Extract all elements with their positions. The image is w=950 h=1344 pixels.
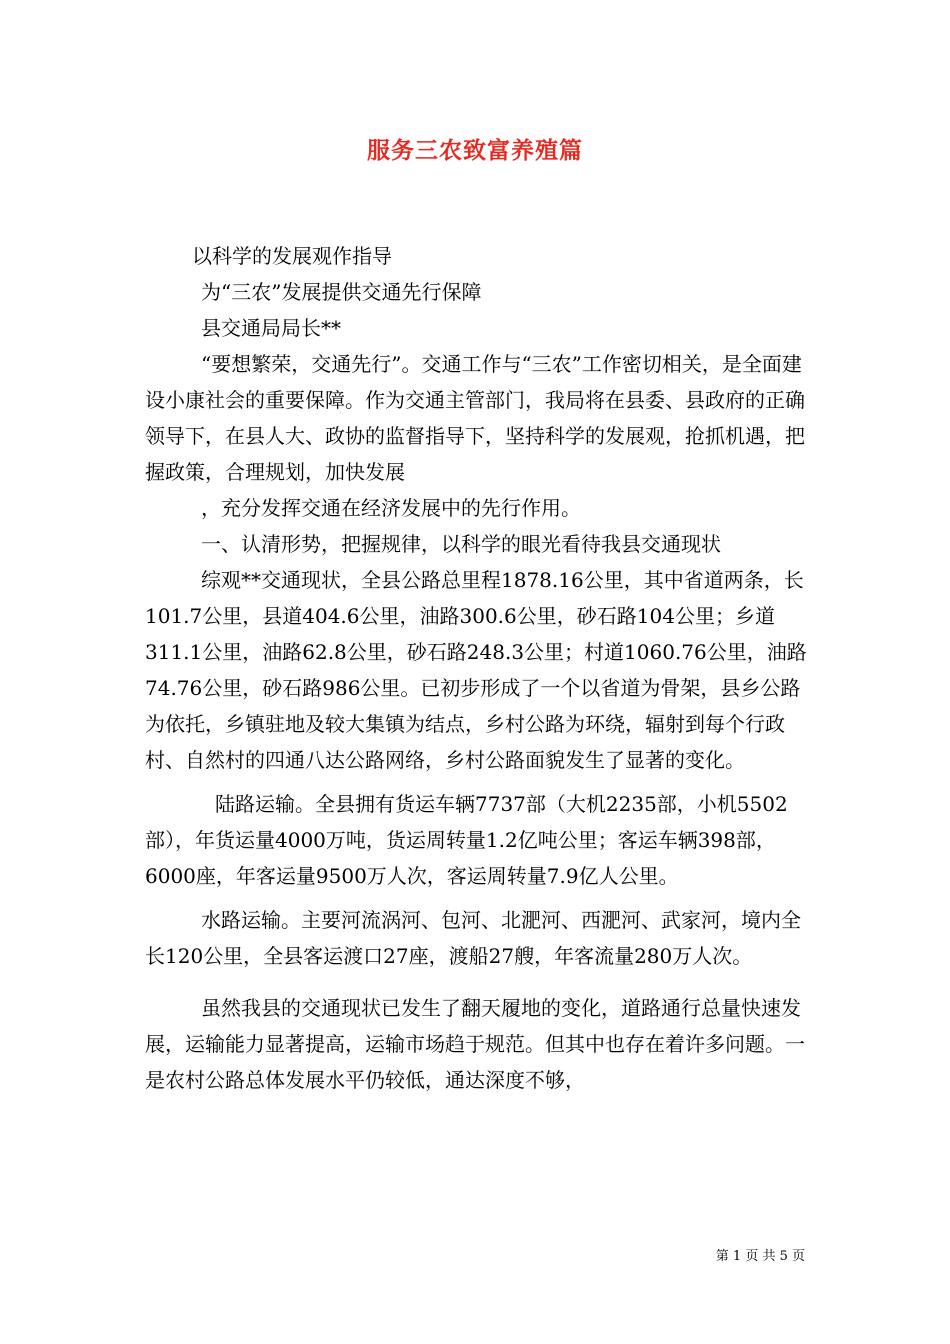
paragraph-land-transport: 陆路运输。全县拥有货运车辆7737部（大机2235部，小机5502部），年货运量4000万吨，货运周转量1.2亿吨公里；客运车辆398部，6000座，年客运量9500万人次，客运周转量7.9亿人公里。: [145, 792, 788, 888]
document-body: [145, 238, 809, 1098]
page-number: 第 1 页 共 5 页: [715, 1249, 805, 1264]
paragraph-continuation: ，充分发挥交通在经济发展中的先行作用。: [201, 496, 581, 520]
paragraph-intro: “要想繁荣，交通先行”。交通工作与“三农”工作密切相关，是全面建设小康社会的重要保障。作为交通主管部门，我局将在县委、县政府的正确领导下，在县人大、政协的监督指导下，坚持科学的发展观，抢抓机遇，把握政策，合理规划，加快发展: [145, 352, 805, 484]
subtitle-line-1: 以科学的发展观作指导: [192, 244, 392, 268]
paragraph-water-transport: 水路运输。主要河流涡河、包河、北淝河、西淝河、武家河，境内全长120公里，全县客运渡口27座，渡船27艘，年客流量280万人次。: [145, 908, 801, 968]
subtitle-line-2: 为“三农”发展提供交通先行保障: [201, 280, 482, 304]
section-heading-1: 一、认清形势，把握规律，以科学的眼光看待我县交通现状: [201, 532, 721, 556]
author-line: 县交通局局长**: [201, 316, 341, 340]
paragraph-road-status: 综观**交通现状，全县公路总里程1878.16公里，其中省道两条，长101.7公里，县道404.6公里，油路300.6公里，砂石路104公里；乡道311.1公里，油路62.8公里，砂石路248.3公里；村道1060.76公里，油路74.76公里，砂石路986公里。已初步形成了一个以省道为骨架，县乡公路为依托，乡镇驻地及较大集镇为结点，乡村公路为环绕，辐射到每个行政村、自然村的四通八达公路网络，乡村公路面貌发生了显著的变化。: [145, 568, 807, 772]
paragraph-problems: 虽然我县的交通现状已发生了翻天履地的变化，道路通行总量快速发展，运输能力显著提高，运输市场趋于规范。但其中也存在着许多问题。一是农村公路总体发展水平仍较低，通达深度不够，: [145, 996, 805, 1092]
document-title: 服务三农致富养殖篇: [367, 137, 583, 164]
